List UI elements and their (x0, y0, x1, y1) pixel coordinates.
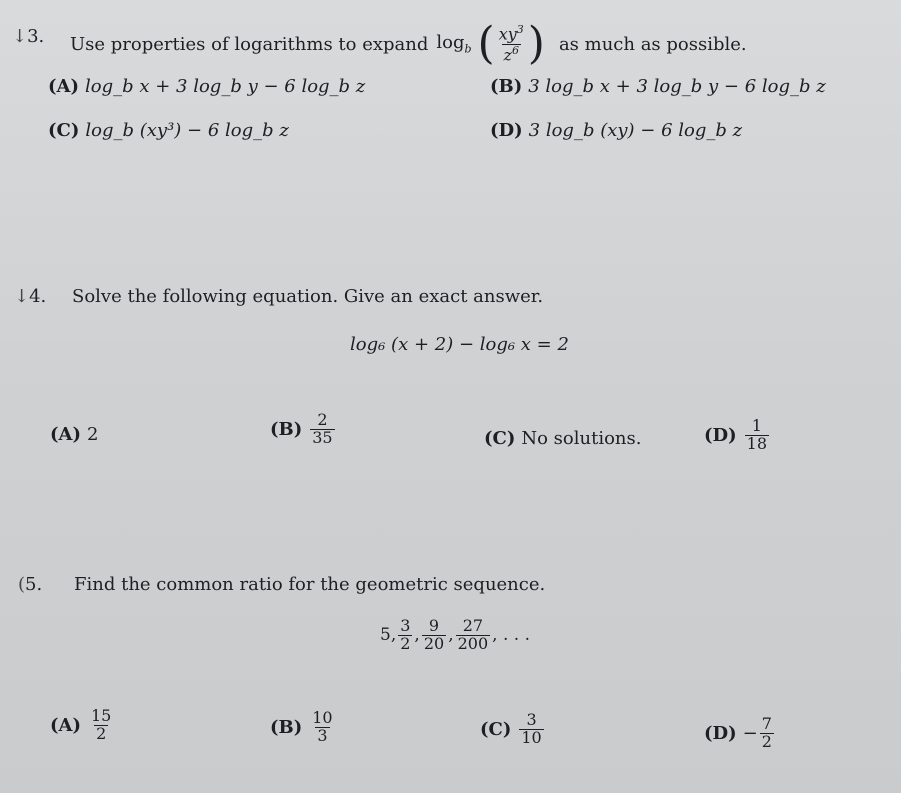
question-14-equation: log₆ (x + 2) − log₆ x = 2 (350, 334, 569, 355)
fraction: $\frac{10}{3}$ (312, 708, 333, 745)
question-13-tail: as much as possible. (558, 33, 747, 55)
q15-choice-b[interactable]: (B) $\frac{10}{3}$ (270, 708, 333, 745)
question-13-prompt (70, 18, 747, 69)
log-expression: $\log_b$ (436, 32, 472, 56)
q15-choice-c[interactable]: (C) $\frac{3}{10}$ (480, 710, 542, 747)
question-13-number: ↓3. (12, 26, 45, 47)
q14-choice-d[interactable]: (D) $\frac{1}{18}$ (704, 416, 768, 453)
q15-choice-d[interactable]: (D) − $\frac{7}{2}$ (704, 714, 772, 751)
q14-choice-a[interactable]: (A) 2 (50, 424, 99, 445)
q15-choice-a[interactable]: (A) $\frac{15}{2}$ (50, 706, 112, 743)
sequence-term: $\frac{27}{200}$ (457, 616, 489, 653)
fraction: $\frac{2}{35}$ (312, 410, 333, 447)
geometric-sequence: 5, $\frac{3}{2}$ , $\frac{9}{20}$ , $\frac{27}{200}$ , . . . (380, 616, 530, 653)
q13-choice-d[interactable]: (D) 3 log_b (xy) − 6 log_b z (490, 120, 743, 141)
q13-choice-a[interactable]: (A) log_b x + 3 log_b y − 6 log_b z (48, 76, 366, 97)
question-15-text: Find the common ratio for the geometric sequence. (74, 574, 546, 595)
sequence-term: $\frac{9}{20}$ (423, 616, 445, 653)
fraction: $\frac{15}{2}$ (91, 706, 112, 743)
q14-choice-b[interactable]: (B) $\frac{2}{35}$ (270, 410, 333, 447)
question-13-text: Use properties of logarithms to expand (70, 33, 429, 55)
question-14-text: Solve the following equation. Give an exact answer. (72, 286, 544, 307)
question-15-number: (5. (18, 574, 43, 595)
q13-choice-c[interactable]: (C) log_b (xy³) − 6 log_b z (48, 120, 289, 141)
pencil-mark: ↓ (14, 286, 30, 307)
question-14-number: ↓4. (14, 286, 47, 307)
right-paren: ) (527, 18, 545, 69)
fraction: $\frac{7}{2}$ (761, 714, 772, 751)
q14-choice-c[interactable]: (C) No solutions. (484, 428, 642, 449)
log-argument-fraction: $\frac{xy^3}{z^6}$ (498, 23, 524, 64)
minus-sign: − (742, 722, 758, 744)
left-paren: ( (477, 18, 495, 69)
pencil-mark: ( (18, 574, 26, 595)
sequence-term: $\frac{3}{2}$ (400, 616, 411, 653)
fraction: $\frac{1}{18}$ (746, 416, 768, 453)
fraction: $\frac{3}{10}$ (521, 710, 542, 747)
pencil-mark: ↓ (12, 26, 28, 47)
q13-choice-b[interactable]: (B) 3 log_b x + 3 log_b y − 6 log_b z (490, 76, 826, 97)
